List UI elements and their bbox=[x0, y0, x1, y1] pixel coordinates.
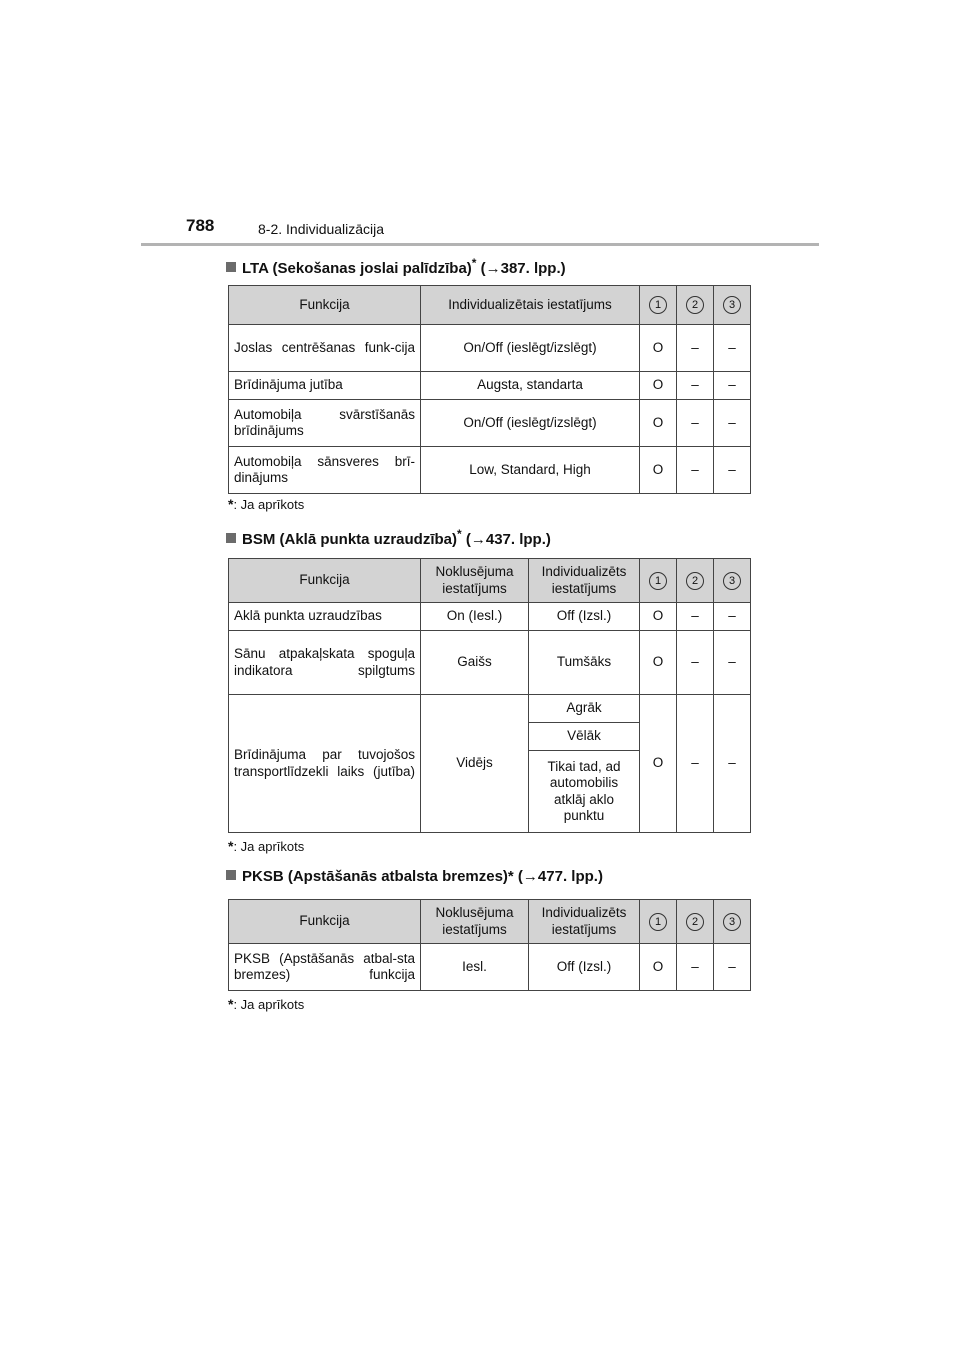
col-function: Funkcija bbox=[229, 286, 421, 325]
bsm-title: BSM (Aklā punkta uzraudzība) bbox=[242, 531, 458, 548]
mark-3: – bbox=[714, 372, 751, 400]
mark-2: – bbox=[677, 695, 714, 833]
col-1 bbox=[640, 286, 677, 325]
section-title: 8-2. Individualizācija bbox=[258, 221, 385, 237]
table-row bbox=[229, 695, 751, 723]
lta-header-row bbox=[229, 286, 751, 325]
col-3 bbox=[714, 286, 751, 325]
page-number: 788 bbox=[186, 216, 215, 235]
col-custom-setting: Individualizētais iestatījums bbox=[421, 286, 640, 325]
table-row bbox=[229, 447, 751, 494]
mark-2: – bbox=[677, 447, 714, 494]
function-name: Joslas centrēšanas funk-cija bbox=[229, 325, 421, 372]
bsm-header-row bbox=[229, 559, 751, 603]
mark-1: O bbox=[640, 944, 677, 991]
square-bullet-icon bbox=[226, 533, 236, 543]
col-1 bbox=[640, 900, 677, 944]
col-1 bbox=[640, 559, 677, 603]
col-function: Funkcija bbox=[229, 900, 421, 944]
mark-3: – bbox=[714, 944, 751, 991]
square-bullet-icon bbox=[226, 870, 236, 880]
col-3 bbox=[714, 900, 751, 944]
setting-value: On/Off (ieslēgt/izslēgt) bbox=[421, 325, 640, 372]
mark-3: – bbox=[714, 400, 751, 447]
custom-value: Tumšāks bbox=[529, 631, 640, 695]
circled-two-icon: 2 bbox=[686, 296, 704, 314]
custom-value: Off (Izsl.) bbox=[529, 603, 640, 631]
mark-3: – bbox=[714, 325, 751, 372]
function-name: Aklā punkta uzraudzības bbox=[229, 603, 421, 631]
setting-value: On/Off (ieslēgt/izslēgt) bbox=[421, 400, 640, 447]
pksb-header-row bbox=[229, 900, 751, 944]
mark-1: O bbox=[640, 325, 677, 372]
circled-one-icon: 1 bbox=[649, 572, 667, 590]
function-name: PKSB (Apstāšanās atbal-sta bremzes) funkcija bbox=[229, 944, 421, 991]
bsm-heading bbox=[226, 527, 551, 548]
col-function: Funkcija bbox=[229, 559, 421, 603]
pksb-footnote: *: Ja aprīkots bbox=[228, 996, 305, 1012]
mark-2: – bbox=[677, 372, 714, 400]
pksb-title: PKSB (Apstāšanās atbalsta bremzes)* (→477. lpp.) bbox=[242, 868, 603, 885]
lta-title: LTA (Sekošanas joslai palīdzība) bbox=[242, 260, 472, 277]
col-custom-setting: Individualizēts iestatījums bbox=[529, 559, 640, 603]
pksb-table bbox=[228, 899, 751, 991]
table-row bbox=[229, 400, 751, 447]
bsm-page-ref: (→437. lpp.) bbox=[465, 531, 551, 548]
table-row bbox=[229, 631, 751, 695]
default-value: Vidējs bbox=[421, 695, 529, 833]
circled-two-icon: 2 bbox=[686, 572, 704, 590]
circled-one-icon: 1 bbox=[649, 296, 667, 314]
function-name: Automobiļa svārstīšanās brīdinājums bbox=[229, 400, 421, 447]
mark-2: – bbox=[677, 603, 714, 631]
col-2 bbox=[677, 559, 714, 603]
mark-1: O bbox=[640, 400, 677, 447]
function-name: Sānu atpakaļskata spoguļa indikatora spilgtums bbox=[229, 631, 421, 695]
table-row bbox=[229, 372, 751, 400]
pksb-heading bbox=[226, 868, 603, 885]
col-2 bbox=[677, 286, 714, 325]
function-name: Brīdinājuma jutība bbox=[229, 372, 421, 400]
header-rule bbox=[141, 243, 819, 246]
mark-2: – bbox=[677, 631, 714, 695]
custom-option: Vēlāk bbox=[529, 723, 640, 751]
lta-footnote: *: Ja aprīkots bbox=[228, 496, 305, 512]
circled-three-icon: 3 bbox=[723, 572, 741, 590]
mark-1: O bbox=[640, 695, 677, 833]
table-row bbox=[229, 603, 751, 631]
square-bullet-icon bbox=[226, 262, 236, 272]
mark-3: – bbox=[714, 631, 751, 695]
default-value: Iesl. bbox=[421, 944, 529, 991]
default-value: Gaišs bbox=[421, 631, 529, 695]
col-default-setting: Noklusējuma iestatījums bbox=[421, 559, 529, 603]
col-3 bbox=[714, 559, 751, 603]
mark-3: – bbox=[714, 603, 751, 631]
mark-1: O bbox=[640, 631, 677, 695]
circled-one-icon: 1 bbox=[649, 913, 667, 931]
bsm-footnote: *: Ja aprīkots bbox=[228, 838, 305, 854]
mark-3: – bbox=[714, 447, 751, 494]
function-name: Automobiļa sānsveres brī-dinājums bbox=[229, 447, 421, 494]
mark-2: – bbox=[677, 325, 714, 372]
mark-1: O bbox=[640, 603, 677, 631]
bsm-star: * bbox=[457, 527, 462, 541]
table-row bbox=[229, 944, 751, 991]
mark-1: O bbox=[640, 447, 677, 494]
circled-three-icon: 3 bbox=[723, 296, 741, 314]
table-row bbox=[229, 325, 751, 372]
circled-two-icon: 2 bbox=[686, 913, 704, 931]
lta-star: * bbox=[471, 256, 477, 270]
custom-option: Tikai tad, ad automobilis atklāj aklo punktu bbox=[529, 751, 640, 833]
custom-value: Off (Izsl.) bbox=[529, 944, 640, 991]
setting-value: Augsta, standarta bbox=[421, 372, 640, 400]
lta-heading bbox=[226, 256, 566, 277]
mark-1: O bbox=[640, 372, 677, 400]
col-default-setting: Noklusējuma iestatījums bbox=[421, 900, 529, 944]
circled-three-icon: 3 bbox=[723, 913, 741, 931]
setting-value: Low, Standard, High bbox=[421, 447, 640, 494]
default-value: On (Iesl.) bbox=[421, 603, 529, 631]
bsm-table bbox=[228, 558, 751, 833]
col-2 bbox=[677, 900, 714, 944]
function-name: Brīdinājuma par tuvojošos transportlīdzekli laiks (jutība) bbox=[229, 695, 421, 833]
mark-2: – bbox=[677, 400, 714, 447]
lta-table bbox=[228, 285, 751, 494]
lta-page-ref: (→387. lpp.) bbox=[480, 260, 566, 277]
col-custom-setting: Individualizēts iestatījums bbox=[529, 900, 640, 944]
mark-3: – bbox=[714, 695, 751, 833]
mark-2: – bbox=[677, 944, 714, 991]
custom-option: Agrāk bbox=[529, 695, 640, 723]
